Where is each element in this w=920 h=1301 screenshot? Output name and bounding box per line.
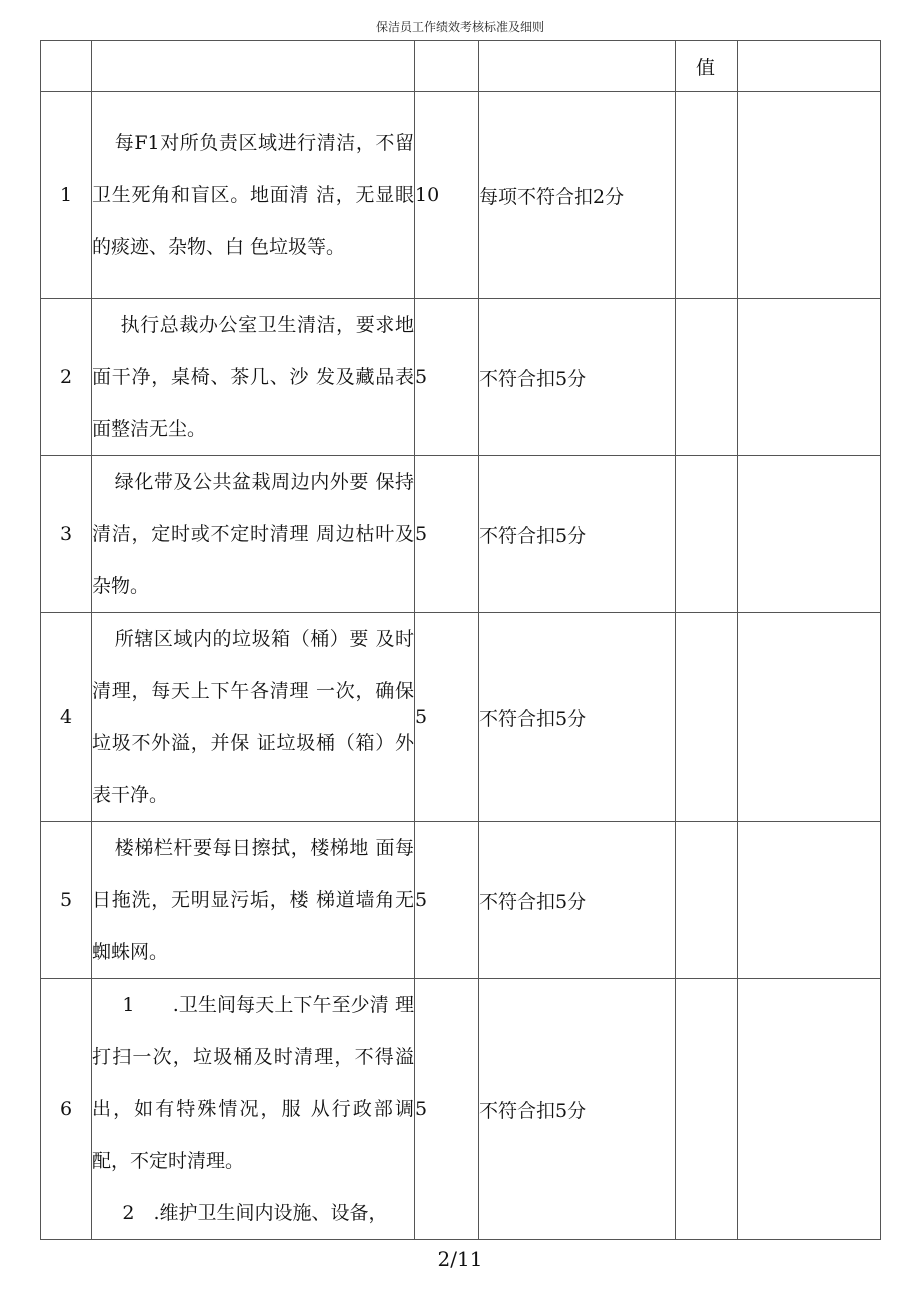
item-score: 10 [415, 92, 479, 299]
item-number: 2 [41, 299, 92, 456]
empty-cell [676, 456, 738, 613]
table-row [41, 822, 881, 979]
page-header-title: 保洁员工作绩效考核标准及细则 [375, 20, 544, 34]
item-deduction-rule: 不符合扣5分 [479, 299, 676, 456]
item-standard [92, 299, 415, 456]
header-cell-value: 值 [676, 41, 738, 92]
item-score: 5 [415, 613, 479, 822]
header-cell [92, 41, 415, 92]
item-deduction-rule: 不符合扣5分 [479, 979, 676, 1240]
table-row [41, 613, 881, 822]
item-number: 3 [41, 456, 92, 613]
header-cell [479, 41, 676, 92]
empty-cell [738, 822, 881, 979]
item-deduction-rule: 不符合扣5分 [479, 613, 676, 822]
table-header-row [41, 41, 881, 92]
standard-text: 每F1对所负责区域进行清洁，不留卫生死角和盲区。地面清 洁，无显眼的痰迹、杂物、白 色垃圾等。 [92, 132, 414, 258]
header-cell [415, 41, 479, 92]
item-score: 5 [415, 979, 479, 1240]
table-row [41, 92, 881, 299]
item-number: 6 [41, 979, 92, 1240]
item-standard [92, 979, 415, 1240]
empty-cell [738, 456, 881, 613]
item-deduction-rule: 每项不符合扣2分 [479, 92, 676, 299]
empty-cell [738, 299, 881, 456]
assessment-table [40, 40, 881, 1240]
item-standard [92, 822, 415, 979]
item-deduction-rule: 不符合扣5分 [479, 822, 676, 979]
empty-cell [738, 92, 881, 299]
standard-text: 2 .维护卫生间内设施、设备， [122, 1202, 388, 1224]
standard-text: 所辖区域内的垃圾箱（桶）要 及时清理，每天上下午各清理 一次，确保垃圾不外溢，并保 证垃圾桶（箱）外表干净。 [92, 628, 414, 806]
empty-cell [676, 299, 738, 456]
item-score: 5 [415, 456, 479, 613]
standard-text: 绿化带及公共盆栽周边内外要 保持清洁，定时或不定时清理 周边枯叶及杂物。 [92, 471, 414, 597]
standard-text: 楼梯栏杆要每日擦拭，楼梯地 面每日拖洗，无明显污垢，楼 梯道墙角无蜘蛛网。 [92, 837, 414, 963]
item-deduction-rule: 不符合扣5分 [479, 456, 676, 613]
empty-cell [676, 822, 738, 979]
item-standard [92, 456, 415, 613]
item-number: 1 [41, 92, 92, 299]
page-number: 2/11 [437, 1247, 483, 1271]
empty-cell [676, 979, 738, 1240]
item-standard [92, 613, 415, 822]
item-standard [92, 92, 415, 299]
empty-cell [738, 979, 881, 1240]
empty-cell [738, 613, 881, 822]
item-number: 5 [41, 822, 92, 979]
empty-cell [676, 613, 738, 822]
header-cell [738, 41, 881, 92]
table-row [41, 979, 881, 1240]
table-row [41, 456, 881, 613]
standard-text: 执行总裁办公室卫生清洁，要求地面干净，桌椅、茶几、沙 发及藏品表面整洁无尘。 [92, 314, 414, 440]
item-number: 4 [41, 613, 92, 822]
header-cell [41, 41, 92, 92]
item-score: 5 [415, 822, 479, 979]
standard-text: 1 .卫生间每天上下午至少清 理打扫一次，垃圾桶及时清理，不得溢出，如有特殊情况，服 从行政部调配，不定时清理。 [92, 994, 414, 1172]
empty-cell [676, 92, 738, 299]
item-score: 5 [415, 299, 479, 456]
table-row [41, 299, 881, 456]
